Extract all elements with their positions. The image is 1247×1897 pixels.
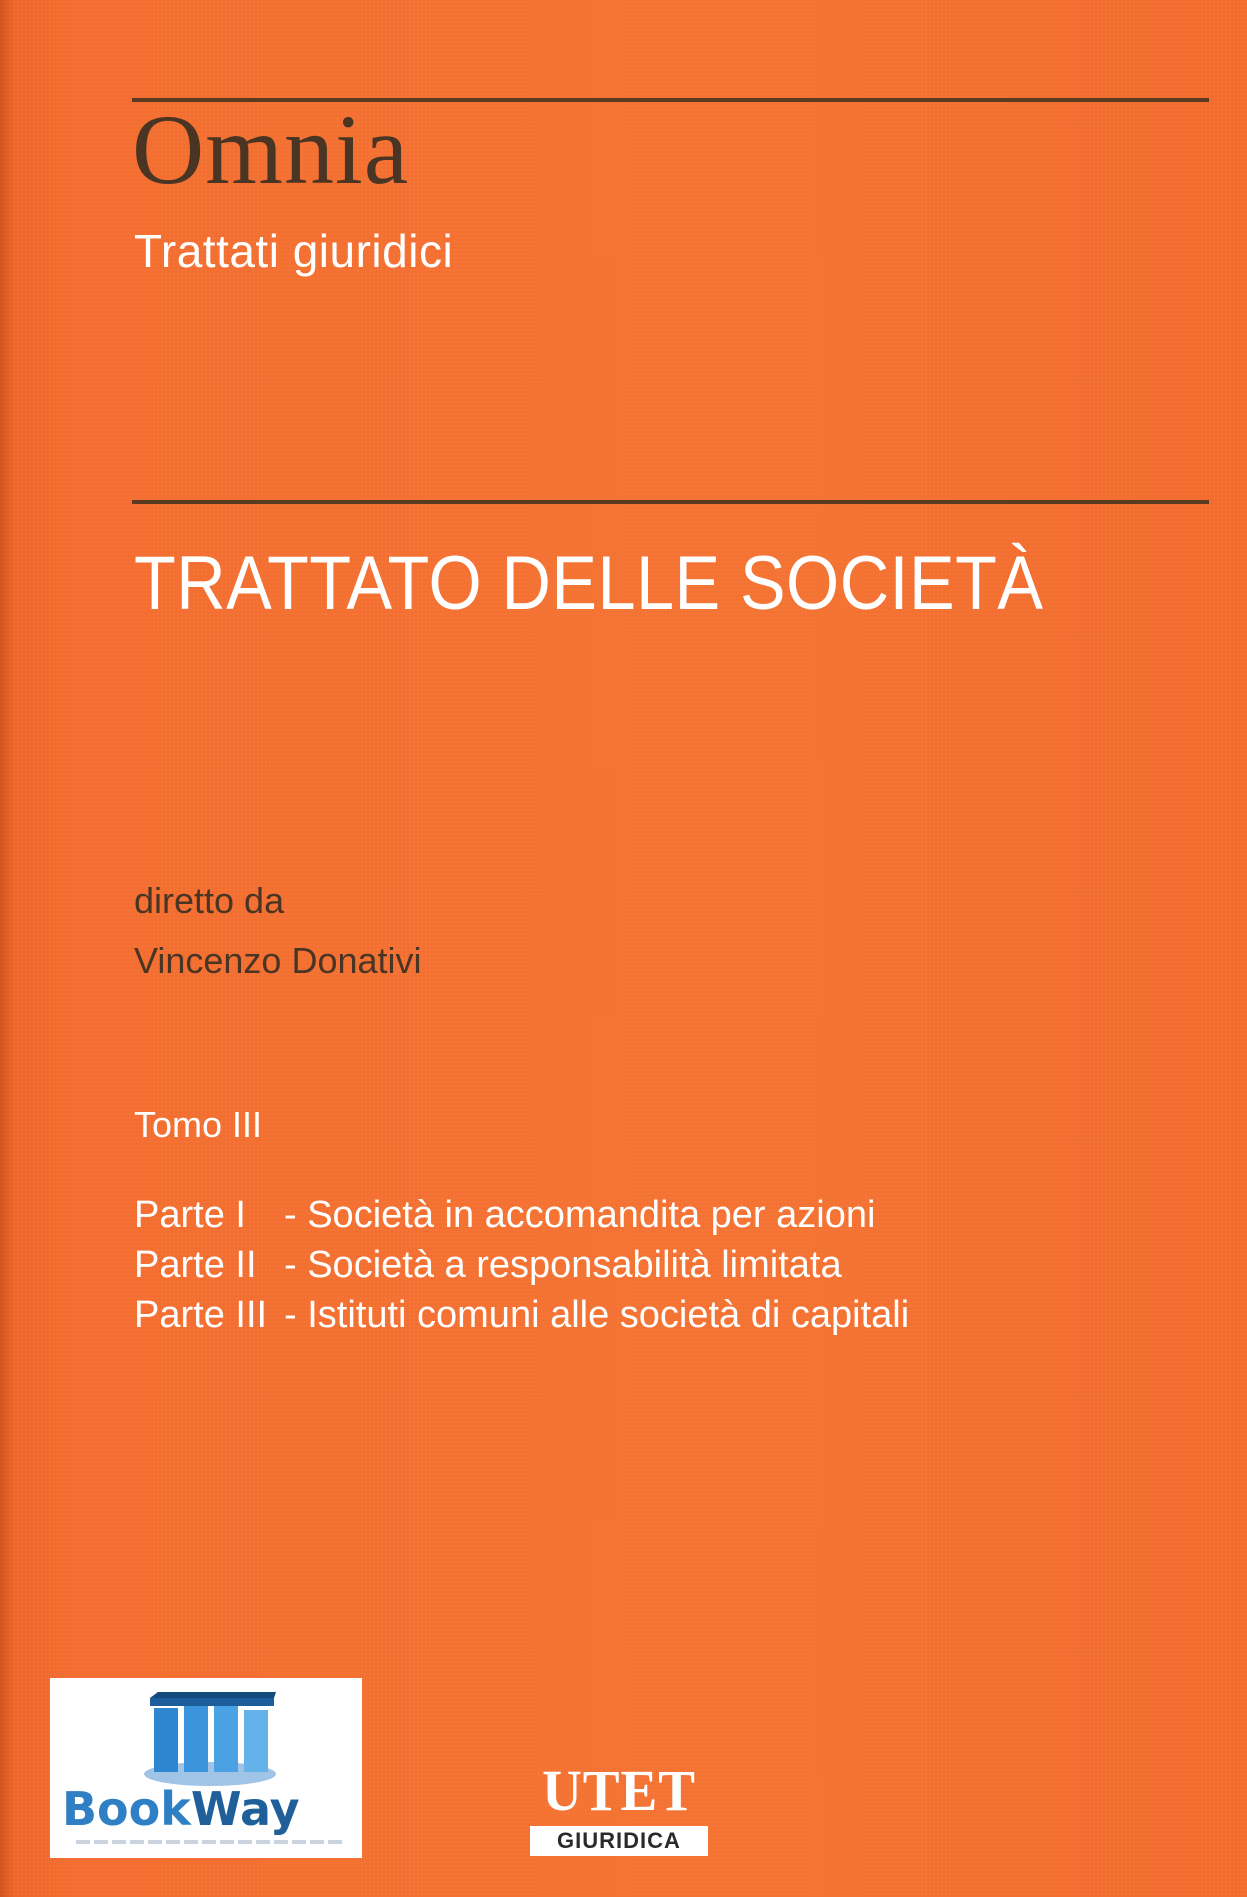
part-number: Parte II [134, 1244, 257, 1286]
editor-name: Vincenzo Donativi [134, 940, 422, 981]
publisher-name: UTET [542, 1758, 696, 1823]
spine-shadow [0, 0, 14, 1897]
bookway-tagline-mark [76, 1840, 346, 1844]
part-item [134, 1240, 909, 1290]
part-item [134, 1290, 909, 1340]
part-number: Parte I [134, 1194, 246, 1236]
part-number: Parte III [134, 1294, 268, 1336]
publisher-imprint: GIURIDICA [530, 1826, 708, 1856]
book-title: TRATTATO DELLE SOCIETÀ [134, 541, 1044, 626]
bookway-logo [50, 1678, 362, 1858]
parts-list [134, 1190, 909, 1340]
part-description: - Società in accomandita per azioni [284, 1194, 876, 1236]
columns-building-icon [50, 1678, 362, 1788]
series-brand: Omnia [132, 94, 410, 205]
series-subtitle: Trattati giuridici [134, 225, 454, 277]
title-rule [132, 500, 1209, 504]
bookway-wordmark: BookWay [62, 1782, 300, 1836]
part-description: - Società a responsabilità limitata [284, 1244, 842, 1286]
part-item [134, 1190, 909, 1240]
volume-label: Tomo III [134, 1104, 263, 1145]
publisher-logo [530, 1758, 708, 1856]
directed-by-label: diretto da [134, 880, 285, 921]
part-description: - Istituti comuni alle società di capitali [284, 1294, 910, 1336]
